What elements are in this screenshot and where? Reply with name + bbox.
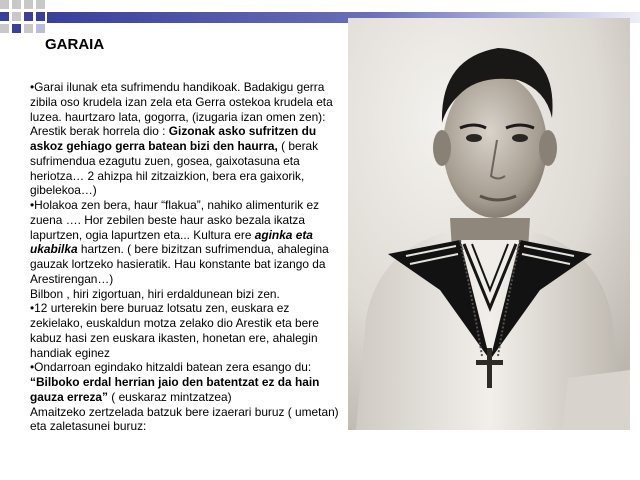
slide-title: GARAIA	[45, 36, 105, 53]
paragraph-4: •12 urterekin bere buruaz lotsatu zen, euskara ez zekielako, euskaldun motza zelako dio Arestik eta bere kabuz hasi zen euskara ikasten, honetan ere, ahalegin handiak eginez	[30, 301, 319, 360]
paragraph-5: •Ondarroan egindako hitzaldi batean zera esango du: “Bilboko erdal herrian jaio den batentzat ez da hain gauza erreza” ( euskaraz mintzatzea)	[30, 360, 320, 404]
paragraph-3: Bilbon , hiri zigortuan, hiri erdaldunean bizi zen.	[30, 286, 280, 301]
paragraph-1: •Garai ilunak eta sufrimendu handikoak. Badakigu gerra zibila oso krudela izan zela eta Gerra ostekoa krudela eta luzea. haurtzaro lata, gogorra, (izugaria izan omen zen): Arestik berak horrela dio : Gizonak asko sufritzen du askoz gehiago gerra batean bizi den haurra, ( berak sufrimendua ezagutu zuen, gosea, gaixotasuna eta heriotza… 2 ahizpa hil zitzaizkion, bera era gaixorik, gibelekoa…)	[30, 80, 333, 198]
paragraph-6: Amaitzeko zertzelada batzuk bere izaerari buruz ( umetan) eta zaletasunei buruz:	[30, 404, 339, 434]
paragraph-2: •Holakoa zen bera, haur “flakua”, nahiko alimenturik ez zuena …. Hor zebilen beste haur asko bezala ikatza lapurtzen, ogia lapurtzen eta... Kultura ere aginka eta ukabilka hartzen. ( bere bizitzan sufrimendua, ahalegina gauzak lortzeko hasieratik. Hau konstante bat izango da Arestirengan…)	[30, 198, 329, 286]
portrait-photo	[348, 18, 630, 430]
portrait-illustration	[348, 18, 630, 430]
slide-body	[30, 80, 342, 434]
